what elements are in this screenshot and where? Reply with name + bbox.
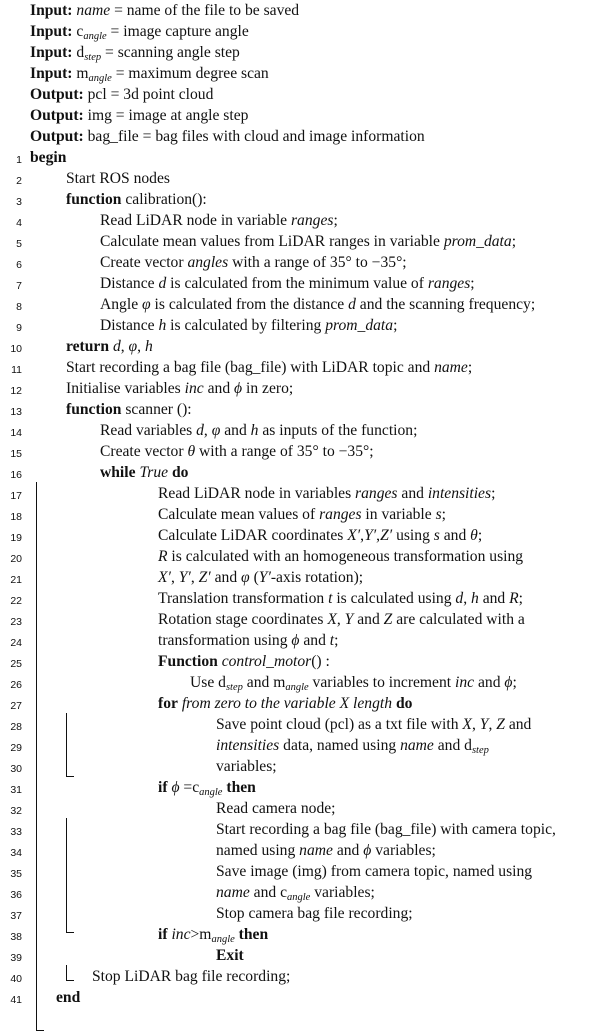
line-number: 5 xyxy=(16,238,22,250)
line-number: 9 xyxy=(16,322,22,334)
line-text xyxy=(66,336,153,357)
header-keyword: Output: xyxy=(30,107,84,124)
line-text xyxy=(216,819,556,840)
line-number: 22 xyxy=(10,595,22,607)
keyword: function xyxy=(66,191,122,208)
text-run: Stop camera bag file recording; xyxy=(216,905,413,922)
line-text xyxy=(100,273,475,294)
block-bracket-foot xyxy=(66,776,74,777)
text-run: θ xyxy=(470,527,478,544)
text-run: as inputs of the function; xyxy=(258,422,418,439)
line-number: 40 xyxy=(10,973,22,985)
text-run: bag_file = bag files with cloud and image information xyxy=(83,128,425,145)
text-run: Save image (img) from camera topic, named using xyxy=(216,863,533,880)
line-number: 26 xyxy=(10,679,22,691)
text-run: d xyxy=(112,338,121,355)
text-run: d xyxy=(218,674,226,691)
line-number: 10 xyxy=(10,343,22,355)
text-run: using xyxy=(392,527,434,544)
text-run: name xyxy=(216,884,250,901)
text-run: is calculated from the distance xyxy=(150,296,349,313)
header-keyword: Input: xyxy=(30,23,73,40)
text-run: ranges xyxy=(427,275,471,292)
text-run: , xyxy=(360,527,365,544)
text-run: Stop LiDAR bag file recording; xyxy=(92,968,291,985)
line-text xyxy=(92,966,290,987)
line-text xyxy=(216,735,489,756)
text-run: and xyxy=(220,422,251,439)
line-text xyxy=(158,504,446,525)
text-run: c xyxy=(280,884,288,901)
line-text xyxy=(100,231,516,252)
line-number: 32 xyxy=(10,805,22,817)
text-run: variables; xyxy=(216,758,277,775)
text-run: d xyxy=(72,44,85,61)
text-run: t xyxy=(328,590,333,607)
keyword: do xyxy=(171,464,189,481)
keyword: Function xyxy=(158,653,218,670)
text-run: d xyxy=(158,275,167,292)
line-text xyxy=(158,693,412,714)
text-run: ; xyxy=(334,632,339,649)
text-run: and the scanning frequency; xyxy=(355,296,536,313)
line-number: 14 xyxy=(10,427,22,439)
line-number: 24 xyxy=(10,637,22,649)
line-text xyxy=(100,210,338,231)
keyword: function xyxy=(66,401,122,418)
text-run: , xyxy=(203,422,212,439)
text-run: = name of the file to be saved xyxy=(110,2,300,19)
line-number: 8 xyxy=(16,301,22,313)
line-number: 11 xyxy=(11,364,22,376)
line-number: 16 xyxy=(10,469,22,481)
text-run: name xyxy=(400,737,434,754)
keyword: do xyxy=(395,695,413,712)
line-number: 12 xyxy=(10,385,22,397)
text-run: θ xyxy=(187,443,196,460)
line-text xyxy=(190,672,517,693)
text-run: Distance xyxy=(100,275,159,292)
text-run: with a range of 35° to −35°; xyxy=(228,254,407,271)
text-run: d xyxy=(455,590,464,607)
text-run: , xyxy=(137,338,145,355)
line-text xyxy=(66,168,170,189)
text-run: ϕ xyxy=(291,632,300,649)
text-run: ; xyxy=(333,212,338,229)
header-keyword: Output: xyxy=(30,128,84,145)
text-run: Y′ xyxy=(258,569,271,586)
text-run: Initialise variables xyxy=(66,380,185,397)
keyword: for xyxy=(158,695,178,712)
text-run: Y′ xyxy=(178,569,191,586)
text-run: inc xyxy=(184,380,204,397)
text-run: ϕ xyxy=(171,779,180,796)
text-run: ϕ xyxy=(234,380,243,397)
line-text xyxy=(100,462,188,483)
subscript: angle xyxy=(287,892,311,903)
text-run: ; xyxy=(511,233,517,250)
text-run: Save point cloud (pcl) as a txt file with xyxy=(216,716,463,733)
block-bracket xyxy=(66,965,67,980)
line-text xyxy=(216,714,531,735)
line-number: 18 xyxy=(10,511,22,523)
text-run: and xyxy=(249,884,281,901)
block-bracket xyxy=(66,818,67,932)
text-run: prom_data xyxy=(325,317,394,334)
text-run: calibration(): xyxy=(121,191,207,208)
line-number: 1 xyxy=(16,154,22,166)
text-run: = scanning angle step xyxy=(101,44,240,61)
text-run: ranges xyxy=(355,485,398,502)
text-run: pcl = 3d point cloud xyxy=(83,86,214,103)
keyword: Exit xyxy=(216,947,244,964)
line-number: 38 xyxy=(10,931,22,943)
text-run: m xyxy=(199,926,212,943)
text-run: , xyxy=(336,611,345,628)
text-run: intensities xyxy=(216,737,280,754)
text-run: and xyxy=(433,737,465,754)
text-run: = maximum degree scan xyxy=(111,65,269,82)
text-run: , xyxy=(190,569,199,586)
text-run: Distance xyxy=(100,317,159,334)
text-run: variables; xyxy=(371,842,436,859)
text-run: , xyxy=(120,338,129,355)
text-run: , xyxy=(463,590,471,607)
keyword: if xyxy=(158,779,168,796)
text-run: with a range of 35° to −35°; xyxy=(195,443,374,460)
text-run: X′ xyxy=(347,527,361,544)
text-run: , xyxy=(471,716,480,733)
header-text xyxy=(30,105,248,126)
text-run: and xyxy=(478,590,510,607)
line-text xyxy=(66,189,207,210)
line-text xyxy=(158,525,482,546)
line-text xyxy=(66,399,192,420)
text-run: and xyxy=(474,674,505,691)
text-run: and xyxy=(439,527,471,544)
text-run: name xyxy=(299,842,333,859)
line-number: 2 xyxy=(16,175,22,187)
text-run: Calculate LiDAR coordinates xyxy=(158,527,348,544)
text-run: Z′ xyxy=(198,569,211,586)
header-keyword: Input: xyxy=(30,44,73,61)
text-run: s xyxy=(433,527,440,544)
text-run: h xyxy=(144,338,153,355)
text-run: ; xyxy=(491,485,496,502)
line-text xyxy=(158,546,523,567)
text-run: control_motor xyxy=(221,653,312,670)
header-text xyxy=(30,42,240,63)
text-run: ; xyxy=(518,590,523,607)
subscript: angle xyxy=(83,31,107,42)
text-run: t xyxy=(329,632,335,649)
line-number: 36 xyxy=(10,889,22,901)
text-run: ( xyxy=(249,569,259,586)
text-run: c xyxy=(192,779,200,796)
text-run: d xyxy=(348,296,356,313)
line-number: 20 xyxy=(10,553,22,565)
text-run: and xyxy=(203,380,235,397)
text-run: h xyxy=(250,422,259,439)
text-run: name xyxy=(76,2,111,19)
line-text xyxy=(216,861,532,882)
line-number: 25 xyxy=(10,658,22,670)
subscript: angle xyxy=(88,73,112,84)
line-text xyxy=(216,882,375,903)
text-run: ranges xyxy=(319,506,362,523)
text-run: and xyxy=(353,611,384,628)
line-text xyxy=(216,798,336,819)
text-run: () : xyxy=(311,653,330,670)
keyword: return xyxy=(66,338,110,355)
text-run: , xyxy=(488,716,497,733)
text-run: in variable xyxy=(361,506,436,523)
text-run: m xyxy=(273,674,286,691)
line-number: 34 xyxy=(10,847,22,859)
text-run: and xyxy=(210,569,242,586)
line-number: 6 xyxy=(16,259,22,271)
text-run: is calculated from the minimum value of xyxy=(166,275,428,292)
line-text xyxy=(158,483,495,504)
text-run: Use xyxy=(190,674,219,691)
text-run: Read camera node; xyxy=(216,800,336,817)
text-run: ; xyxy=(512,674,517,691)
text-run: h xyxy=(158,317,167,334)
text-run: name xyxy=(434,359,468,376)
line-text xyxy=(100,441,374,462)
text-run: d xyxy=(196,422,204,439)
keyword: end xyxy=(56,989,81,1006)
block-bracket xyxy=(66,713,67,776)
text-run: , xyxy=(376,527,381,544)
text-run: φ xyxy=(128,338,138,355)
text-run: , xyxy=(170,569,179,586)
text-run: is calculated with an homogeneous transformation using xyxy=(167,548,524,565)
text-run: and xyxy=(242,674,274,691)
text-run: scanner (): xyxy=(121,401,192,418)
text-run: in zero; xyxy=(242,380,294,397)
text-run: ranges xyxy=(290,212,334,229)
line-number: 41 xyxy=(10,994,22,1006)
keyword: then xyxy=(226,779,256,796)
subscript: step xyxy=(471,745,489,756)
text-run: Start recording a bag file (bag_file) with camera topic, xyxy=(216,821,556,838)
subscript: step xyxy=(84,52,102,63)
text-run: and xyxy=(332,842,364,859)
text-run: φ xyxy=(142,296,151,313)
subscript: step xyxy=(225,682,243,693)
line-number: 37 xyxy=(10,910,22,922)
text-run: is calculated using xyxy=(332,590,456,607)
text-run: = xyxy=(179,779,193,796)
text-run: Y xyxy=(344,611,354,628)
line-number: 31 xyxy=(10,784,22,796)
text-run: c xyxy=(72,23,84,40)
text-run: s xyxy=(435,506,442,523)
line-text xyxy=(158,777,256,798)
text-run: ; xyxy=(393,317,398,334)
text-run: ϕ xyxy=(504,674,513,691)
line-number: 35 xyxy=(10,868,22,880)
line-text xyxy=(158,588,523,609)
line-text xyxy=(216,903,413,924)
line-text xyxy=(158,609,525,630)
line-text xyxy=(158,567,363,588)
header-text xyxy=(30,84,213,105)
text-run: ; xyxy=(467,359,473,376)
text-run: Rotation stage coordinates xyxy=(158,611,328,628)
text-run: Z xyxy=(383,611,393,628)
text-run: Calculate mean values of xyxy=(158,506,320,523)
block-bracket-foot xyxy=(36,1030,44,1031)
line-number: 23 xyxy=(10,616,22,628)
text-run: intensities xyxy=(427,485,492,502)
block-bracket-foot xyxy=(66,980,74,981)
text-run: Create vector xyxy=(100,443,188,460)
line-text xyxy=(30,147,66,168)
text-run: transformation using xyxy=(158,632,292,649)
text-run: from zero to the variable X length xyxy=(181,695,393,712)
text-run: prom_data xyxy=(443,233,512,250)
line-text xyxy=(100,315,397,336)
text-run: Y′ xyxy=(364,527,377,544)
subscript: angle xyxy=(211,934,235,945)
text-run: Calculate mean values from LiDAR ranges in variable xyxy=(100,233,444,250)
line-number: 21 xyxy=(10,574,22,586)
text-run: named using xyxy=(216,842,300,859)
block-bracket-foot xyxy=(66,932,74,933)
line-text xyxy=(216,945,244,966)
text-run: X xyxy=(462,716,472,733)
text-run: h xyxy=(471,590,479,607)
keyword: begin xyxy=(30,149,67,166)
line-number: 17 xyxy=(10,490,22,502)
line-text xyxy=(56,987,80,1008)
text-run: > xyxy=(190,926,200,943)
header-text xyxy=(30,0,299,21)
header-text xyxy=(30,63,269,84)
text-run: Read LiDAR node in variables xyxy=(158,485,356,502)
keyword: if xyxy=(158,926,168,943)
subscript: angle xyxy=(285,682,309,693)
line-text xyxy=(216,840,436,861)
text-run: Read LiDAR node in variable xyxy=(100,212,291,229)
line-number: 19 xyxy=(10,532,22,544)
text-run: Z xyxy=(496,716,505,733)
text-run: True xyxy=(139,464,169,481)
text-run: Angle xyxy=(100,296,143,313)
text-run: Create vector xyxy=(100,254,188,271)
header-text xyxy=(30,126,425,147)
text-run: Start ROS nodes xyxy=(66,170,170,187)
text-run: ; xyxy=(470,275,475,292)
text-run: Y xyxy=(479,716,489,733)
keyword: while xyxy=(100,464,136,481)
line-text xyxy=(100,252,407,273)
header-keyword: Output: xyxy=(30,86,84,103)
line-text xyxy=(66,378,293,399)
text-run: d xyxy=(464,737,472,754)
text-run: X xyxy=(327,611,337,628)
line-text xyxy=(158,630,338,651)
line-number: 33 xyxy=(10,826,22,838)
text-run: X′ xyxy=(158,569,171,586)
text-run: variables to increment xyxy=(308,674,456,691)
line-number: 15 xyxy=(10,448,22,460)
keyword: then xyxy=(238,926,269,943)
subscript: angle xyxy=(199,787,223,798)
line-number: 7 xyxy=(16,280,22,292)
text-run: and xyxy=(299,632,330,649)
header-text xyxy=(30,21,249,42)
text-run: inc xyxy=(171,926,191,943)
line-number: 28 xyxy=(10,721,22,733)
text-run: img = image at angle step xyxy=(83,107,249,124)
text-run: ϕ xyxy=(363,842,372,859)
line-number: 4 xyxy=(16,217,22,229)
line-number: 30 xyxy=(10,763,22,775)
text-run: inc xyxy=(455,674,475,691)
text-run: variables; xyxy=(310,884,375,901)
text-run: is calculated by filtering xyxy=(166,317,326,334)
block-bracket xyxy=(36,482,37,1030)
text-run: φ xyxy=(211,422,221,439)
text-run: and xyxy=(397,485,428,502)
text-run: are calculated with a xyxy=(392,611,525,628)
line-number: 3 xyxy=(16,196,22,208)
text-run: and xyxy=(504,716,532,733)
line-text xyxy=(66,357,472,378)
line-number: 29 xyxy=(10,742,22,754)
text-run: data, named using xyxy=(279,737,401,754)
header-keyword: Input: xyxy=(30,2,73,19)
line-number: 13 xyxy=(10,406,22,418)
text-run: -axis rotation); xyxy=(270,569,364,586)
text-run: angles xyxy=(187,254,229,271)
text-run: = image capture angle xyxy=(106,23,249,40)
text-run: ; xyxy=(477,527,483,544)
text-run: ; xyxy=(441,506,446,523)
line-text xyxy=(158,924,268,945)
text-run: φ xyxy=(241,569,250,586)
line-number: 27 xyxy=(10,700,22,712)
text-run: R xyxy=(158,548,168,565)
line-text xyxy=(158,651,330,672)
text-run: m xyxy=(72,65,89,82)
text-run: Z′ xyxy=(380,527,393,544)
text-run: Translation transformation xyxy=(158,590,329,607)
header-keyword: Input: xyxy=(30,65,73,82)
line-number: 39 xyxy=(10,952,22,964)
text-run: R xyxy=(509,590,519,607)
text-run: Start recording a bag file (bag_file) with LiDAR topic and xyxy=(66,359,435,376)
line-text xyxy=(216,756,277,777)
line-text xyxy=(100,420,417,441)
line-text xyxy=(100,294,535,315)
text-run: Read variables xyxy=(100,422,197,439)
